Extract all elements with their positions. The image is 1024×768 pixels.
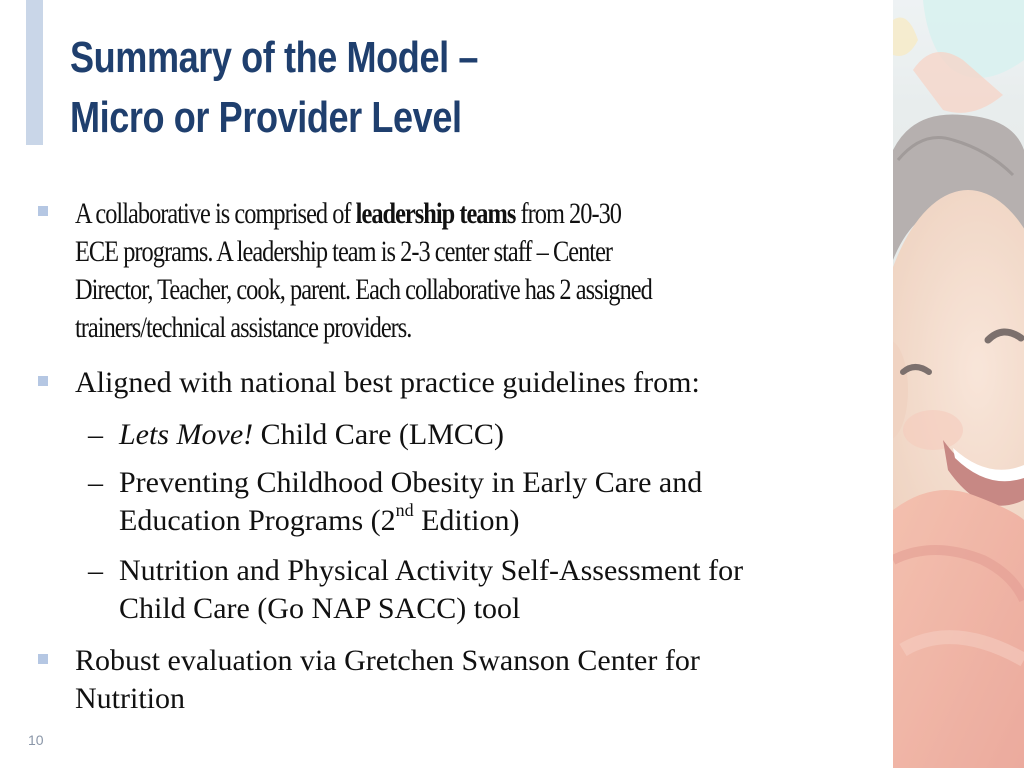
page-number: 10 [28, 732, 44, 748]
title-line-1: Summary of the Model – [70, 33, 478, 82]
bullet-guidelines: Aligned with national best practice guidelines from: [75, 366, 700, 399]
leadership-teams-bold: leadership teams [355, 197, 516, 230]
bullet-marker [38, 654, 48, 664]
bullet-marker [38, 376, 48, 386]
child-photo-illustration [893, 0, 1024, 768]
bullet-marker [38, 206, 48, 216]
child-photo [893, 0, 1024, 768]
bullet-leadership-teams [75, 195, 895, 347]
title-line-2: Micro or Provider Level [70, 93, 462, 142]
bullet-1-line-2: ECE programs. A leadership team is 2-3 center staff – Center [75, 235, 613, 268]
bullet-1-line-3: Director, Teacher, cook, parent. Each collaborative has 2 assigned [75, 273, 652, 306]
bullet-evaluation: Robust evaluation via Gretchen Swanson Center for Nutrition [75, 644, 700, 715]
slide-content: A collaborative is comprised of leadership teams from 20-30 ECE programs. A leadership team is 2-3 center staff – Center Director, Teacher, cook, parent. Each collaborative has 2 assigned trainers/technical assistance providers. Aligned with national best practice guidelines from: – Lets Move! Child Care (LMCC) – Preventing Childhood Obesity in Early Care and Education Programs (2nd Edition) – Nutrition and Physical Activity Self-Assessment for Child Care (Go NAP SACC) tool Robust evaluation via Gretchen Swanson Center for Nutrition [0, 0, 893, 768]
lets-move-italic: Lets Move! [119, 418, 254, 451]
bullet-1-line-4: trainers/technical assistance providers. [75, 311, 412, 344]
bullet-1-line-1: A collaborative is comprised of leadership teams from 20-30 [75, 197, 621, 230]
